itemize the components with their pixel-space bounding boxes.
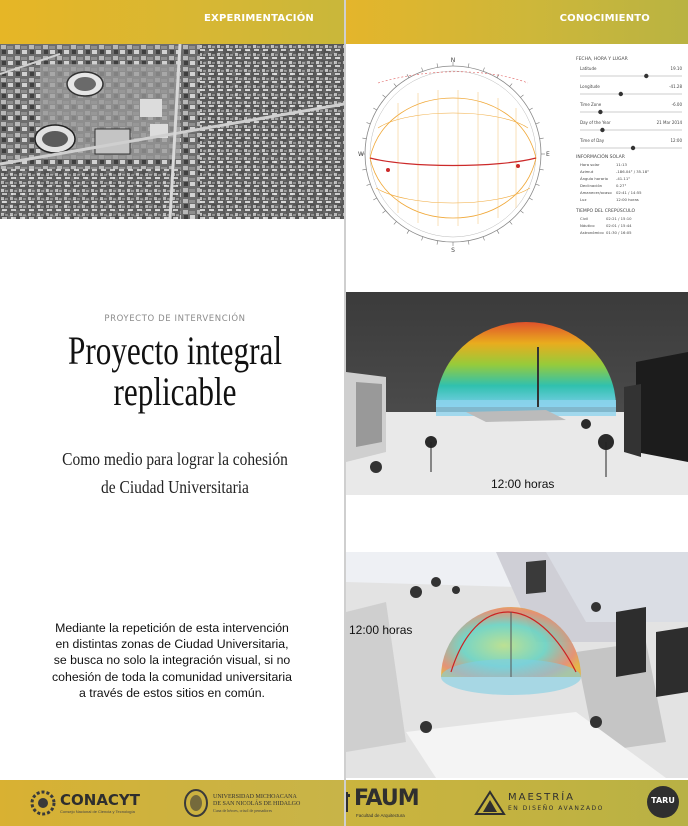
body-line: en distintas zonas de Ciudad Universitaria,: [55, 637, 289, 652]
body-line: a través de estos sitios en común.: [79, 685, 265, 700]
panel-row-value: 19.10: [670, 66, 682, 71]
info-label: Luz: [580, 197, 587, 202]
conacyt-subtitle: Consejo Nacional de Ciencia y Tecnología: [60, 809, 135, 814]
body-line: se busca no solo la integración visual, si no: [53, 653, 291, 668]
umsnh-line-1: UNIVERSIDAD MICHOACANA: [213, 794, 297, 800]
conacyt-name: CONACYT: [60, 791, 141, 809]
info-value: 0.27°: [616, 183, 627, 188]
compass-tick: [407, 230, 409, 233]
compass-tick: [383, 95, 386, 98]
panel-row-label: Time of Day: [580, 138, 605, 143]
left-header-title: EXPERIMENTACIÓN: [204, 13, 314, 24]
right-header-title: CONOCIMIENTO: [559, 13, 650, 24]
compass-tick: [373, 108, 376, 110]
compass-tick: [394, 84, 397, 87]
info-value: -186.04° / 35.18°: [616, 169, 650, 174]
compass-west: W: [358, 151, 364, 158]
compass-tick: [367, 123, 371, 124]
info-value: 02:41 / 14:55: [616, 190, 642, 195]
panel-row-label: Day of the Year: [580, 120, 611, 125]
maestria-line-1: MAESTRÍA: [508, 792, 575, 803]
twilight-value: 02:01 / 15:44: [606, 223, 632, 228]
info-label: Hora solar: [580, 162, 600, 167]
title-line-1: Proyecto integral: [67, 328, 282, 373]
maestria-line-2: EN DISEÑO AVANZADO: [508, 805, 604, 812]
subtitle-line-1: Como medio para lograr la cohesión: [62, 449, 288, 469]
panel-slider-knob[interactable]: [598, 110, 602, 114]
taru-name: TARU: [651, 796, 675, 805]
panel-row-label: Longitude: [580, 84, 600, 89]
compass-tick: [373, 198, 376, 200]
left-header-bar: [0, 0, 344, 44]
body-paragraph: [22, 620, 322, 701]
maestria-logo-icon: [474, 790, 506, 816]
info-label: Declinación: [580, 183, 603, 188]
faum-subtitle: Facultad de Arquitectura: [356, 813, 405, 818]
taru-logo-icon: [647, 786, 679, 818]
panel-section-1-title: FECHA, HORA Y LUGAR: [576, 57, 628, 62]
twilight-label: Astronómico: [580, 230, 604, 235]
panel-row-label: Time Zone: [580, 102, 602, 107]
compass-tick: [483, 237, 484, 241]
info-label: Ángulo horario: [580, 176, 608, 181]
sun-path-diagram: [348, 48, 688, 266]
compass-tick: [362, 138, 366, 139]
panel-row-value: -6.00: [671, 102, 682, 107]
page-title: [39, 330, 312, 412]
panel-section-2-title: INFORMACIÓN SOLAR: [576, 155, 625, 160]
render-dome-aerial-view: [346, 552, 688, 778]
compass-tick: [497, 230, 499, 233]
info-label: Azimut: [580, 169, 594, 174]
compass-tick: [394, 221, 397, 224]
compass-tick: [422, 237, 423, 241]
panel-section-3-title: TIEMPO DEL CREPÚSCULO: [576, 209, 636, 214]
umsnh-line-2: DE SAN NICOLÁS DE HIDALGO: [213, 801, 301, 807]
page-subtitle: [25, 445, 326, 501]
sun-path-chart: [358, 57, 550, 254]
compass-tick: [536, 184, 540, 185]
faum-name: FAUM: [354, 786, 419, 811]
body-line: cohesión de toda la comunidad universitaria: [52, 669, 292, 684]
conacyt-logo-icon: [30, 790, 56, 816]
panel-row-value: 21 Mar 2014: [656, 120, 682, 125]
right-footer-bar: [346, 780, 688, 826]
compass-tick: [529, 198, 532, 200]
panel-slider-knob[interactable]: [619, 92, 623, 96]
compass-tick: [367, 184, 371, 185]
left-footer-bar: [0, 780, 344, 826]
panel-slider-knob[interactable]: [631, 146, 635, 150]
info-value: -41.11°: [616, 176, 631, 181]
twilight-value: 02:21 / 15:10: [606, 216, 632, 221]
body-line: Mediante la repetición de esta intervención: [55, 621, 289, 635]
twilight-label: Náutico: [580, 223, 595, 228]
compass-tick: [468, 63, 469, 67]
compass-tick: [540, 138, 544, 139]
info-label: Amanecer/ocaso: [580, 190, 612, 195]
panel-row-label: Latitude: [580, 66, 597, 71]
panel-slider-knob[interactable]: [600, 128, 604, 132]
compass-tick: [362, 169, 366, 170]
panel-row-value: 12:00: [670, 138, 682, 143]
compass-north: N: [450, 57, 456, 64]
compass-tick: [422, 68, 423, 72]
compass-tick: [510, 84, 513, 87]
section-kicker: PROYECTO DE INTERVENCIÓN: [104, 314, 246, 324]
compass-tick: [407, 74, 409, 77]
info-value: 12:00 horas: [616, 197, 639, 202]
compass-tick: [437, 241, 438, 245]
sun-control-panel: [575, 56, 682, 235]
compass-tick: [520, 95, 523, 98]
right-page: [346, 0, 688, 826]
compass-tick: [383, 211, 386, 214]
compass-tick: [540, 169, 544, 170]
right-header-bar: [346, 0, 688, 44]
twilight-label: Civil: [580, 216, 589, 221]
compass-tick: [510, 221, 513, 224]
compass-tick: [520, 211, 523, 214]
compass-south: S: [451, 247, 455, 254]
render-dome-street-view: [346, 292, 688, 495]
umsnh-line-3: Cuna de héroes, crisol de pensadores: [213, 808, 273, 813]
panel-slider-knob[interactable]: [644, 74, 648, 78]
compass-tick: [529, 108, 532, 110]
title-line-2: replicable: [113, 369, 237, 414]
compass-east: E: [546, 151, 550, 158]
render1-time-label: 12:00 horas: [491, 477, 555, 491]
info-value: 11:13: [616, 162, 627, 167]
compass-tick: [468, 241, 469, 245]
compass-tick: [483, 68, 484, 72]
compass-tick: [536, 123, 540, 124]
umsnh-seal-icon: [183, 788, 209, 818]
compass-tick: [437, 63, 438, 67]
aerial-photo: [0, 44, 344, 219]
twilight-value: 01:30 / 16:05: [606, 230, 632, 235]
render2-time-label: 12:00 horas: [349, 623, 413, 637]
panel-row-value: -41.28: [669, 84, 682, 89]
subtitle-line-2: de Ciudad Universitaria: [101, 477, 249, 497]
